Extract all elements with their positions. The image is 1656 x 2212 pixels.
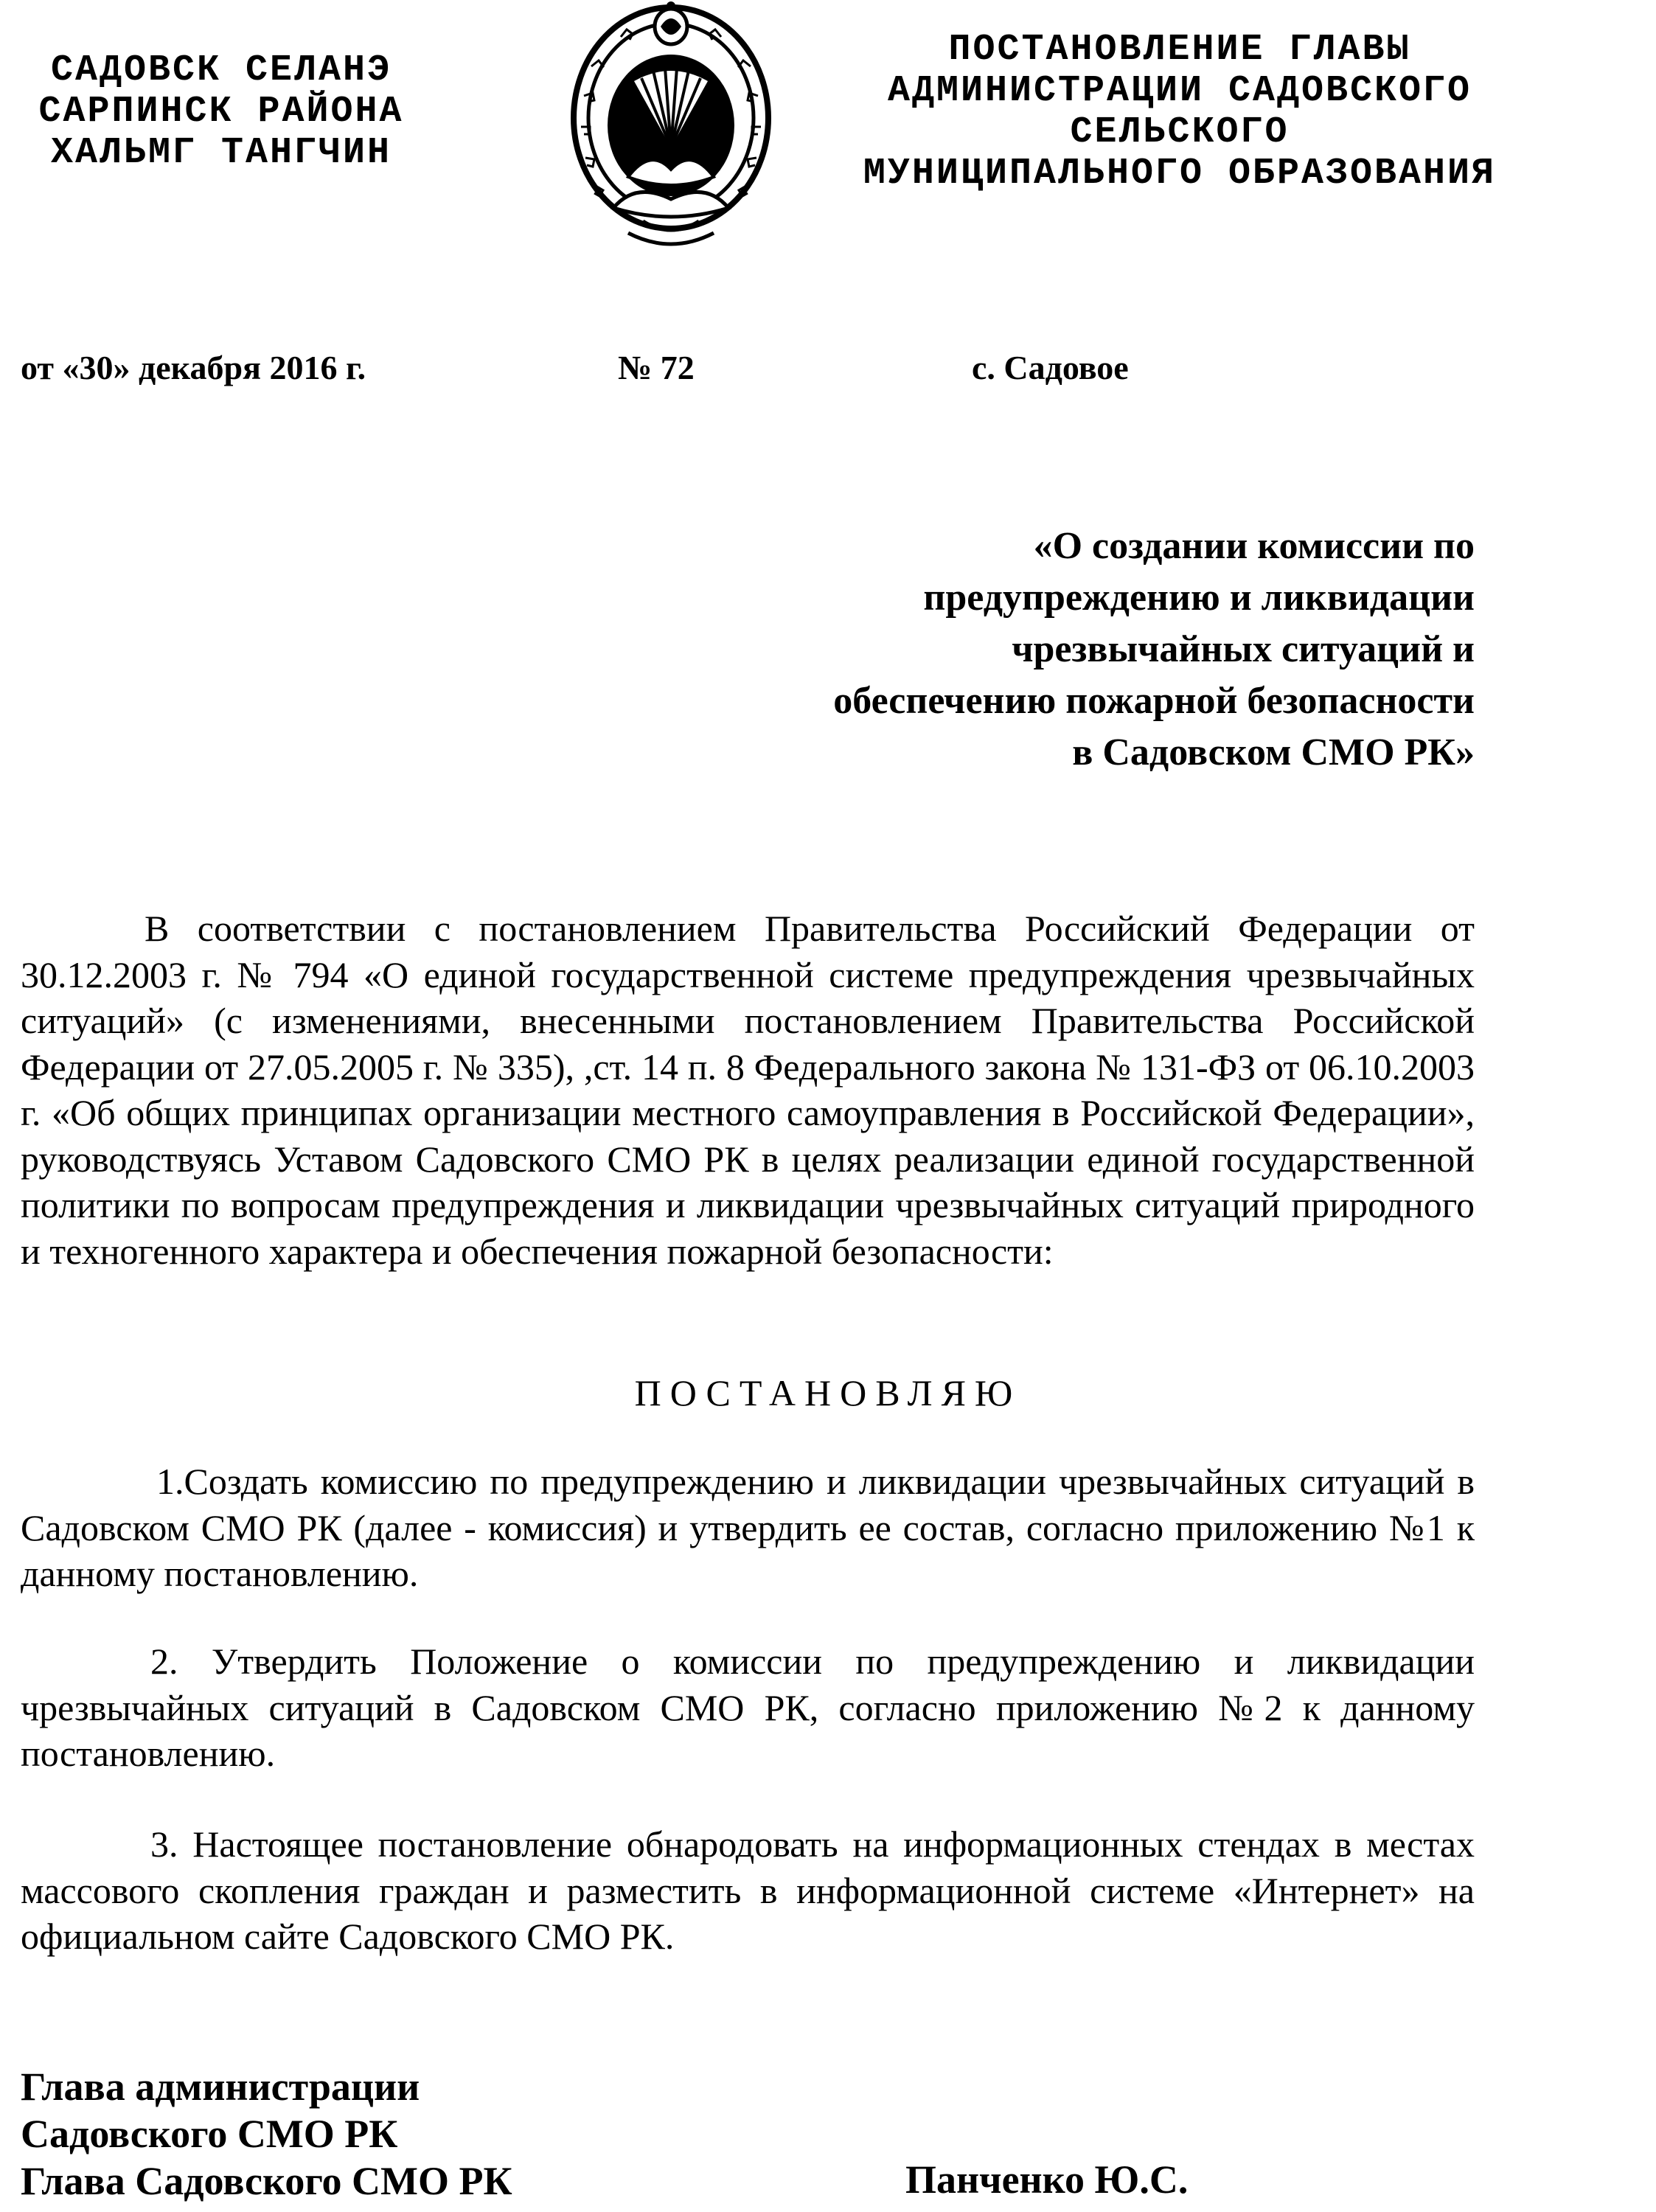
document-date: от «30» декабря 2016 г. — [21, 349, 366, 386]
title-line: «О создании комиссии по — [1033, 525, 1475, 567]
header-left-line: САДОВСК СЕЛАНЭ — [50, 49, 392, 91]
decree-item — [21, 1458, 1475, 1597]
decree-heading: ПОСТАНОВЛЯЮ — [634, 1372, 1022, 1413]
header-right-line: СЕЛЬСКОГО — [1070, 111, 1290, 153]
document-title — [590, 521, 1475, 779]
header-right-line: МУНИЦИПАЛЬНОГО ОБРАЗОВАНИЯ — [863, 153, 1497, 195]
header-left-line: ХАЛЬМГ ТАНГЧИН — [50, 132, 392, 174]
signature-position-line: Садовского СМО РК — [21, 2112, 398, 2156]
title-line: чрезвычайных ситуаций и — [1012, 628, 1475, 670]
title-line: обеспечению пожарной безопасности — [833, 680, 1475, 722]
title-line: в Садовском СМО РК» — [1072, 731, 1475, 773]
signatory-name: Панченко Ю.С. — [905, 2157, 1189, 2202]
header-left-line: САРПИНСК РАЙОНА — [38, 91, 404, 133]
document-number: № 72 — [618, 349, 695, 386]
decree-item-text: 2. Утвердить Положение о комиссии по предупреждению и ликвидации чрезвычайных ситуаций в Садовском СМО РК, согласно приложению №2 к данному постановлению. — [21, 1641, 1475, 1774]
header-right-title — [811, 29, 1548, 195]
signature-block — [21, 2063, 1495, 2205]
document-meta-row — [21, 348, 1495, 400]
decree-item-text: 3. Настоящее постановление обнародовать на информационных стендах в местах массового скопления граждан и разместить в информационной системе «Интернет» на официальном сайте Садовского СМО РК. — [21, 1823, 1475, 1957]
signature-position-line: Глава Садовского СМО РК — [21, 2159, 512, 2203]
signature-position-line: Глава администрации — [21, 2065, 420, 2109]
preamble-text: В соответствии с постановлением Правительства Российский Федерации от 30.12.2003 г. № 794 «О единой государственной системе предупреждения чрезвычайных ситуаций» (с изменениями, внесенными постановлением Правительства Российской Федерации от 27.05.2005 г. № 335), ,ст. 14 п. 8 Федерального закона № 131-ФЗ от 06.10.2003 г. «Об общих принципах организации местного самоуправления в Российской Федерации», руководствуясь Уставом Садовского СМО РК в целях реализации единой государственной политики по вопросам предупреждения и ликвидации чрезвычайных ситуаций природного и техногенного характера и обеспечения пожарной безопасности: — [21, 908, 1475, 1272]
header-left-title — [22, 50, 420, 174]
header-right-line: ПОСТАНОВЛЕНИЕ ГЛАВЫ — [948, 29, 1411, 71]
preamble-paragraph — [21, 905, 1475, 1274]
document-place: с. Садовое — [972, 349, 1129, 386]
decree-item-text: 1.Создать комиссию по предупреждению и ликвидации чрезвычайных ситуаций в Садовском СМО РК (далее - комиссия) и утвердить ее состав, согласно приложению №1 к данному постановлению. — [21, 1461, 1475, 1594]
decree-item — [21, 1638, 1475, 1777]
header-right-line: АДМИНИСТРАЦИИ САДОВСКОГО — [887, 70, 1472, 112]
title-line: предупреждению и ликвидации — [923, 577, 1475, 619]
decree-item — [21, 1821, 1475, 1960]
kalmykia-coat-of-arms-icon — [562, 0, 780, 258]
